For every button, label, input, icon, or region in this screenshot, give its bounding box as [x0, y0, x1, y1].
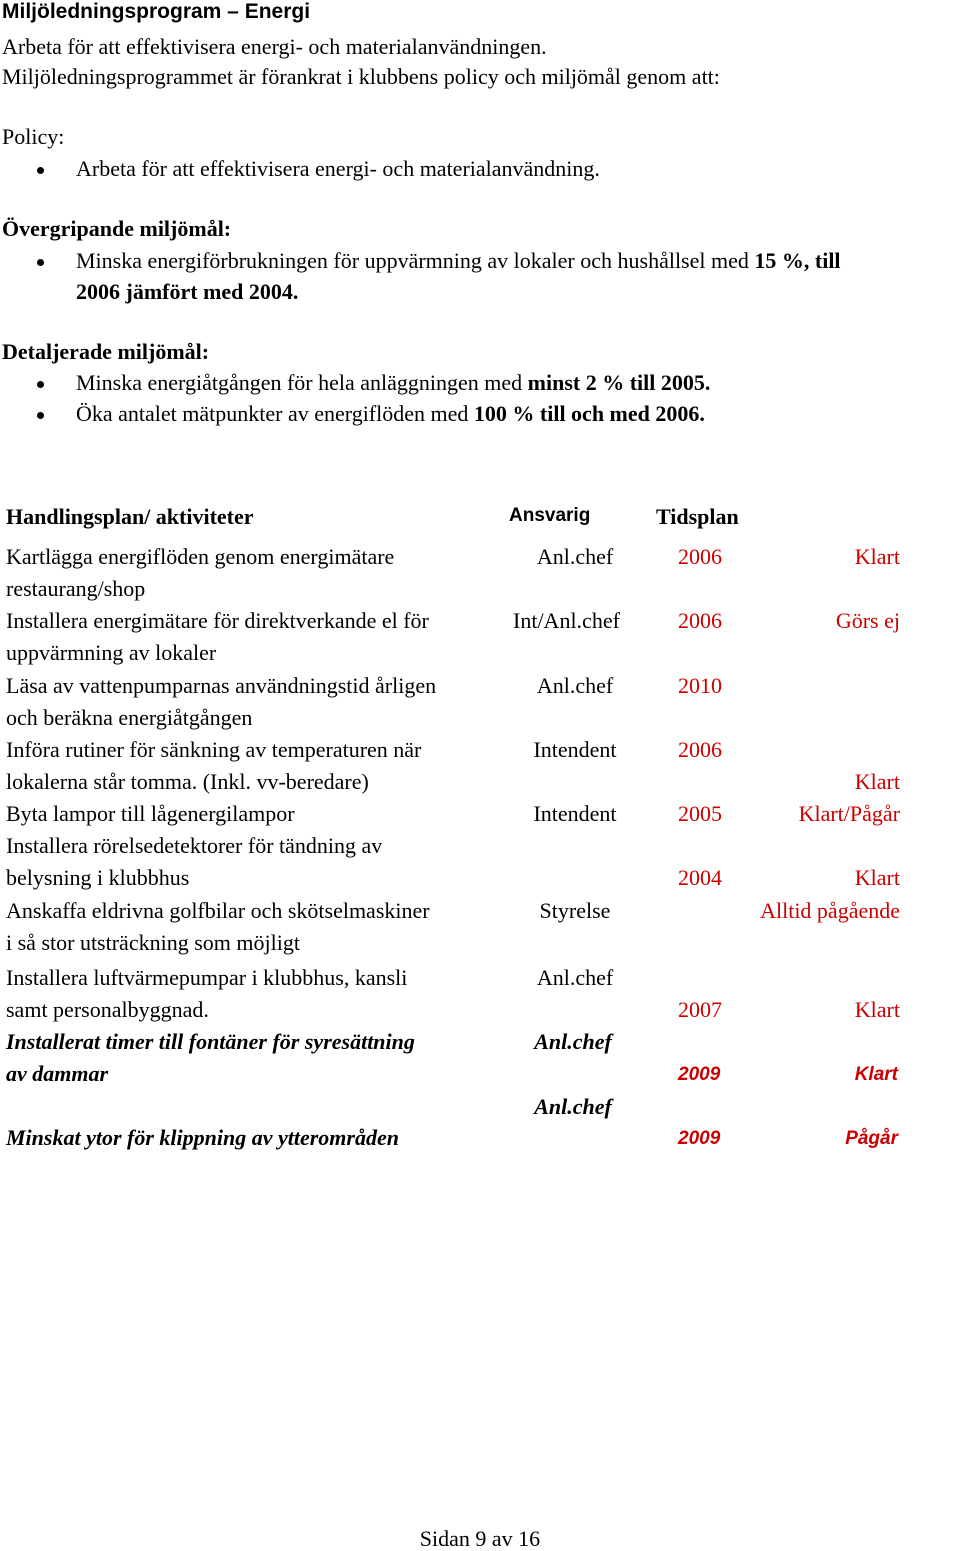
detailed-goal-item: [76, 372, 710, 394]
activity-text-cont: uppvärmning av lokaler: [6, 640, 217, 665]
activity-text-cont: samt personalbyggnad.: [6, 997, 209, 1022]
activity-text: Införa rutiner för sänkning av temperaturen när: [6, 737, 422, 762]
status-cell: Klart/Pågår: [798, 801, 900, 826]
page-number: Sidan 9 av 16: [419, 1526, 541, 1551]
year-cell: 2006: [678, 544, 722, 569]
policy-heading: Policy:: [2, 124, 65, 149]
overall-goal-target-cont: 2006 jämfört med 2004.: [76, 279, 299, 304]
responsible-cell: Anl.chef: [536, 965, 614, 990]
detailed-goal-item: [76, 403, 705, 425]
responsible-cell: Anl.chef: [534, 1029, 612, 1054]
column-header-activity: Handlingsplan/ aktiviteter: [6, 504, 254, 529]
activity-text-cont: lokalerna står tomma. (Inkl. vv-beredare): [6, 769, 369, 794]
status-cell: Alltid pågående: [760, 898, 900, 923]
responsible-cell: Intendent: [533, 737, 617, 762]
year-cell: 2006: [678, 737, 722, 762]
activity-text-cont: restaurang/shop: [6, 576, 146, 601]
detailed-goal-text: Öka antalet mätpunkter av energiflöden med: [76, 401, 474, 426]
activity-text-cont: i så stor utsträckning som möjligt: [6, 930, 300, 955]
document-title: Miljöledningsprogram – Energi: [2, 0, 311, 23]
status-cell: Klart: [854, 865, 900, 890]
detailed-goals-heading: Detaljerade miljömål:: [2, 339, 210, 364]
column-header-schedule: Tidsplan: [656, 504, 739, 529]
document-subtitle: Arbeta för att effektivisera energi- och materialanvändningen.: [2, 34, 547, 59]
status-cell: Klart: [854, 1064, 898, 1085]
detailed-goal-target: 100 % till och med 2006.: [473, 401, 705, 426]
policy-item: Arbeta för att effektivisera energi- och materialanvändning.: [76, 156, 600, 181]
activity-text-cont: och beräkna energiåtgången: [6, 705, 253, 730]
status-cell: Pågår: [845, 1128, 898, 1149]
activity-text: Anskaffa eldrivna golfbilar och skötselmaskiner: [6, 898, 430, 923]
year-cell: 2009: [678, 1064, 721, 1085]
year-cell: 2007: [678, 997, 722, 1022]
responsible-cell: Anl.chef: [534, 1094, 612, 1119]
activity-text: Installera energimätare för direktverkande el för: [6, 608, 429, 633]
overall-goal-target: 15 %, till: [754, 248, 841, 273]
activity-text-cont: av dammar: [6, 1061, 109, 1086]
detailed-goal-target: minst 2 % till 2005.: [527, 370, 711, 395]
year-cell: 2004: [678, 865, 722, 890]
intro-text: Miljöledningsprogrammet är förankrat i klubbens policy och miljömål genom att:: [2, 64, 720, 89]
overall-goal-heading: Övergripande miljömål:: [2, 216, 232, 241]
activity-text: Läsa av vattenpumparnas användningstid årligen: [6, 673, 437, 698]
status-cell: Klart: [854, 997, 900, 1022]
activity-text: Installerat timer till fontäner för syresättning: [6, 1029, 415, 1054]
year-cell: 2009: [678, 1128, 721, 1149]
bullet-icon: [37, 381, 44, 388]
responsible-cell: Intendent: [533, 801, 617, 826]
responsible-cell: Styrelse: [539, 898, 611, 923]
activity-text: Kartlägga energiflöden genom energimätare: [6, 544, 395, 569]
activity-text: Installera luftvärmepumpar i klubbhus, kansli: [6, 965, 408, 990]
detailed-goal-text: Minska energiåtgången för hela anläggningen med: [76, 370, 528, 395]
responsible-cell: Int/Anl.chef: [513, 608, 620, 633]
status-cell: Klart: [854, 769, 900, 794]
bullet-icon: [37, 259, 44, 266]
column-header-responsible: Ansvarig: [509, 505, 591, 526]
status-cell: Görs ej: [835, 608, 900, 633]
year-cell: 2006: [678, 608, 722, 633]
bullet-icon: [37, 167, 44, 174]
activity-text-cont: belysning i klubbhus: [6, 865, 190, 890]
status-cell: Klart: [854, 544, 900, 569]
bullet-icon: [37, 412, 44, 419]
activity-text: Minskat ytor för klippning av ytterområden: [6, 1125, 399, 1150]
activity-text: Installera rörelsedetektorer för tändning av: [6, 833, 383, 858]
responsible-cell: Anl.chef: [536, 673, 614, 698]
overall-goal-item: [76, 250, 841, 272]
activity-text: Byta lampor till lågenergilampor: [6, 801, 295, 826]
responsible-cell: Anl.chef: [536, 544, 614, 569]
year-cell: 2010: [678, 673, 722, 698]
overall-goal-text: Minska energiförbrukningen för uppvärmning av lokaler och hushållsel med: [76, 248, 755, 273]
year-cell: 2005: [678, 801, 722, 826]
